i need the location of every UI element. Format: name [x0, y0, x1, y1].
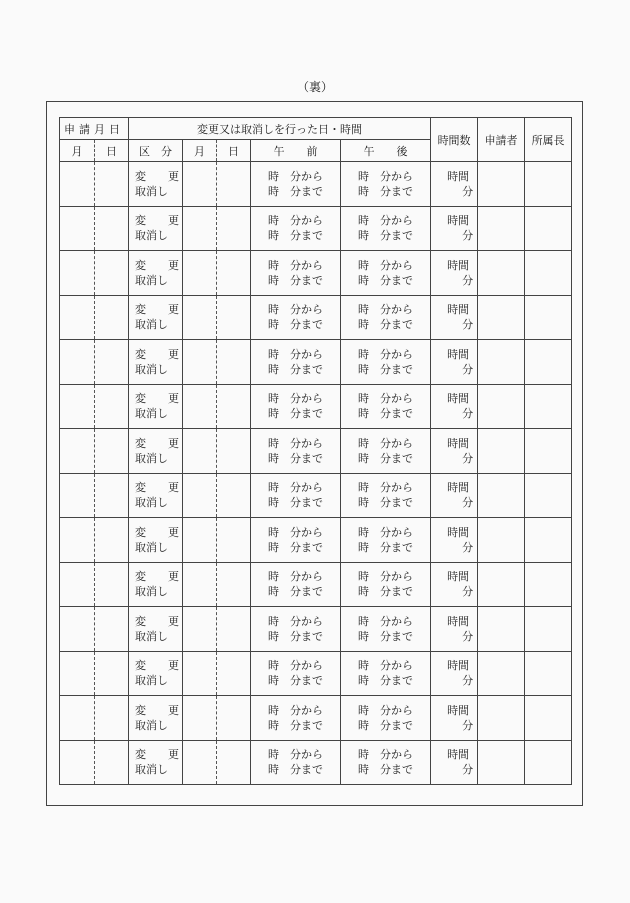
pm-time-cell[interactable]: [341, 651, 431, 696]
hours-cell[interactable]: [431, 562, 478, 607]
minutes-unit-label: 分: [462, 674, 474, 688]
pm-time-cell[interactable]: [341, 518, 431, 563]
app-month-cell[interactable]: [60, 295, 95, 340]
hours-unit-label: 時間: [447, 392, 470, 406]
category-change-label: 変 更: [135, 347, 179, 361]
applicant-seal-cell[interactable]: [478, 651, 525, 696]
pm-to-label: 時 分まで: [358, 718, 414, 732]
am-to-label: 時 分まで: [268, 184, 323, 198]
app-day-cell[interactable]: [95, 696, 129, 741]
hours-cell[interactable]: [431, 251, 478, 296]
record-row: [60, 740, 572, 785]
pm-time-cell[interactable]: [341, 295, 431, 340]
pm-to-label: 時 分まで: [358, 273, 414, 287]
change-day-cell[interactable]: [217, 340, 251, 385]
applicant-seal-cell[interactable]: [478, 251, 525, 296]
change-month-cell[interactable]: [183, 651, 217, 696]
change-month-cell[interactable]: [183, 206, 217, 251]
am-from-label: 時 分から: [268, 659, 323, 673]
change-day-cell[interactable]: [217, 696, 251, 741]
pm-time-cell[interactable]: [341, 740, 431, 785]
am-to-label: 時 分まで: [268, 674, 323, 688]
change-day-cell[interactable]: [217, 473, 251, 518]
pm-time-cell[interactable]: [341, 251, 431, 296]
am-to-label: 時 分まで: [268, 273, 323, 287]
pm-from-label: 時 分から: [358, 169, 414, 183]
category-cancel-label: 取消し: [135, 585, 168, 599]
category-cancel-label: 取消し: [135, 229, 168, 243]
am-to-label: 時 分まで: [268, 540, 323, 554]
change-day-cell[interactable]: [217, 651, 251, 696]
applicant-seal-cell[interactable]: [478, 740, 525, 785]
applicant-seal-cell[interactable]: [478, 340, 525, 385]
header-change-day: 日: [217, 140, 251, 162]
record-row: [60, 651, 572, 696]
hours-unit-label: 時間: [447, 614, 470, 628]
app-month-cell[interactable]: [60, 251, 95, 296]
record-row: [60, 384, 572, 429]
header-hours: 時間数: [431, 118, 478, 162]
pm-to-label: 時 分まで: [358, 674, 414, 688]
app-day-cell[interactable]: [95, 562, 129, 607]
dept-head-seal-cell[interactable]: [525, 740, 572, 785]
am-time-cell[interactable]: [251, 384, 341, 429]
category-cancel-label: 取消し: [135, 540, 168, 554]
hours-cell[interactable]: [431, 607, 478, 652]
am-from-label: 時 分から: [268, 258, 323, 272]
app-day-cell[interactable]: [95, 206, 129, 251]
app-day-cell[interactable]: [95, 162, 129, 207]
change-month-cell[interactable]: [183, 473, 217, 518]
minutes-unit-label: 分: [462, 273, 474, 287]
pm-from-label: 時 分から: [358, 258, 414, 272]
hours-unit-label: 時間: [447, 525, 470, 539]
category-cell[interactable]: [129, 651, 183, 696]
record-rows: [60, 162, 572, 785]
change-day-cell[interactable]: [217, 162, 251, 207]
dept-head-seal-cell[interactable]: [525, 518, 572, 563]
pm-from-label: 時 分から: [358, 303, 414, 317]
dept-head-seal-cell[interactable]: [525, 206, 572, 251]
change-day-cell[interactable]: [217, 295, 251, 340]
am-time-cell[interactable]: [251, 295, 341, 340]
am-from-label: 時 分から: [268, 570, 323, 584]
app-month-cell[interactable]: [60, 473, 95, 518]
pm-time-cell[interactable]: [341, 162, 431, 207]
hours-cell[interactable]: [431, 206, 478, 251]
minutes-unit-label: 分: [462, 629, 474, 643]
hours-cell[interactable]: [431, 740, 478, 785]
pm-time-cell[interactable]: [341, 562, 431, 607]
applicant-seal-cell[interactable]: [478, 429, 525, 474]
minutes-unit-label: 分: [462, 763, 474, 777]
header-applicant: 申請者: [478, 118, 525, 162]
applicant-seal-cell[interactable]: [478, 473, 525, 518]
hours-cell[interactable]: [431, 295, 478, 340]
am-time-cell[interactable]: [251, 473, 341, 518]
dept-head-seal-cell[interactable]: [525, 162, 572, 207]
dept-head-seal-cell[interactable]: [525, 473, 572, 518]
am-to-label: 時 分まで: [268, 496, 323, 510]
change-month-cell[interactable]: [183, 607, 217, 652]
pm-to-label: 時 分まで: [358, 629, 414, 643]
app-day-cell[interactable]: [95, 429, 129, 474]
am-time-cell[interactable]: [251, 696, 341, 741]
minutes-unit-label: 分: [462, 496, 474, 510]
app-month-cell[interactable]: [60, 696, 95, 741]
minutes-unit-label: 分: [462, 407, 474, 421]
hours-unit-label: 時間: [447, 347, 470, 361]
category-cell[interactable]: [129, 518, 183, 563]
app-month-cell[interactable]: [60, 518, 95, 563]
am-time-cell[interactable]: [251, 340, 341, 385]
category-cancel-label: 取消し: [135, 763, 168, 777]
am-from-label: 時 分から: [268, 703, 323, 717]
category-cancel-label: 取消し: [135, 718, 168, 732]
change-day-cell[interactable]: [217, 251, 251, 296]
change-month-cell[interactable]: [183, 384, 217, 429]
change-day-cell[interactable]: [217, 384, 251, 429]
am-time-cell[interactable]: [251, 651, 341, 696]
record-row: [60, 696, 572, 741]
applicant-seal-cell[interactable]: [478, 384, 525, 429]
record-row: [60, 429, 572, 474]
hours-cell[interactable]: [431, 340, 478, 385]
category-change-label: 変 更: [135, 659, 179, 673]
dept-head-seal-cell[interactable]: [525, 607, 572, 652]
am-time-cell[interactable]: [251, 251, 341, 296]
app-day-cell[interactable]: [95, 473, 129, 518]
am-time-cell[interactable]: [251, 740, 341, 785]
pm-to-label: 時 分まで: [358, 362, 414, 376]
category-change-label: 変 更: [135, 214, 179, 228]
app-day-cell[interactable]: [95, 651, 129, 696]
pm-to-label: 時 分まで: [358, 318, 414, 332]
hours-unit-label: 時間: [447, 703, 470, 717]
pm-from-label: 時 分から: [358, 748, 414, 762]
change-month-cell[interactable]: [183, 696, 217, 741]
category-change-label: 変 更: [135, 392, 179, 406]
am-time-cell[interactable]: [251, 607, 341, 652]
category-cancel-label: 取消し: [135, 451, 168, 465]
category-cancel-label: 取消し: [135, 362, 168, 376]
change-month-cell[interactable]: [183, 740, 217, 785]
pm-from-label: 時 分から: [358, 392, 414, 406]
category-cell[interactable]: [129, 740, 183, 785]
category-cancel-label: 取消し: [135, 273, 168, 287]
app-month-cell[interactable]: [60, 340, 95, 385]
change-month-cell[interactable]: [183, 429, 217, 474]
hours-unit-label: 時間: [447, 303, 470, 317]
pm-from-label: 時 分から: [358, 481, 414, 495]
am-to-label: 時 分まで: [268, 362, 323, 376]
pm-to-label: 時 分まで: [358, 407, 414, 421]
pm-from-label: 時 分から: [358, 436, 414, 450]
minutes-unit-label: 分: [462, 184, 474, 198]
record-row: [60, 251, 572, 296]
change-month-cell[interactable]: [183, 251, 217, 296]
pm-time-cell[interactable]: [341, 473, 431, 518]
minutes-unit-label: 分: [462, 451, 474, 465]
am-from-label: 時 分から: [268, 214, 323, 228]
pm-time-cell[interactable]: [341, 607, 431, 652]
am-from-label: 時 分から: [268, 392, 323, 406]
am-to-label: 時 分まで: [268, 763, 323, 777]
category-cell[interactable]: [129, 340, 183, 385]
hours-unit-label: 時間: [447, 481, 470, 495]
app-month-cell[interactable]: [60, 651, 95, 696]
category-cancel-label: 取消し: [135, 496, 168, 510]
category-cancel-label: 取消し: [135, 318, 168, 332]
change-month-cell[interactable]: [183, 295, 217, 340]
applicant-seal-cell[interactable]: [478, 295, 525, 340]
pm-time-cell[interactable]: [341, 206, 431, 251]
category-change-label: 変 更: [135, 169, 179, 183]
am-to-label: 時 分まで: [268, 629, 323, 643]
header-app-month: 月: [60, 140, 95, 162]
minutes-unit-label: 分: [462, 229, 474, 243]
category-cancel-label: 取消し: [135, 407, 168, 421]
header-change-month: 月: [183, 140, 217, 162]
pm-to-label: 時 分まで: [358, 451, 414, 465]
pm-time-cell[interactable]: [341, 429, 431, 474]
dept-head-seal-cell[interactable]: [525, 340, 572, 385]
category-cell[interactable]: [129, 162, 183, 207]
record-row: [60, 518, 572, 563]
dept-head-seal-cell[interactable]: [525, 384, 572, 429]
pm-from-label: 時 分から: [358, 525, 414, 539]
dept-head-seal-cell[interactable]: [525, 651, 572, 696]
dept-head-seal-cell[interactable]: [525, 696, 572, 741]
pm-to-label: 時 分まで: [358, 184, 414, 198]
record-row: [60, 562, 572, 607]
hours-unit-label: 時間: [447, 748, 470, 762]
applicant-seal-cell[interactable]: [478, 696, 525, 741]
hours-cell[interactable]: [431, 473, 478, 518]
app-day-cell[interactable]: [95, 384, 129, 429]
pm-from-label: 時 分から: [358, 703, 414, 717]
header-app-day: 日: [95, 140, 129, 162]
header-change-cancel-datetime: 変更又は取消しを行った日・時間: [129, 118, 431, 140]
minutes-unit-label: 分: [462, 585, 474, 599]
minutes-unit-label: 分: [462, 318, 474, 332]
record-row: [60, 340, 572, 385]
pm-from-label: 時 分から: [358, 214, 414, 228]
app-day-cell[interactable]: [95, 251, 129, 296]
category-change-label: 変 更: [135, 525, 179, 539]
am-from-label: 時 分から: [268, 481, 323, 495]
record-row: [60, 473, 572, 518]
pm-from-label: 時 分から: [358, 614, 414, 628]
hours-cell[interactable]: [431, 429, 478, 474]
change-day-cell[interactable]: [217, 562, 251, 607]
header-application-date: 申請月日: [60, 118, 129, 140]
app-month-cell[interactable]: [60, 562, 95, 607]
category-change-label: 変 更: [135, 258, 179, 272]
dept-head-seal-cell[interactable]: [525, 251, 572, 296]
app-month-cell[interactable]: [60, 206, 95, 251]
change-day-cell[interactable]: [217, 740, 251, 785]
pm-to-label: 時 分まで: [358, 496, 414, 510]
app-month-cell[interactable]: [60, 429, 95, 474]
pm-to-label: 時 分まで: [358, 540, 414, 554]
am-from-label: 時 分から: [268, 303, 323, 317]
category-cell[interactable]: [129, 384, 183, 429]
am-from-label: 時 分から: [268, 169, 323, 183]
pm-to-label: 時 分まで: [358, 229, 414, 243]
app-month-cell[interactable]: [60, 607, 95, 652]
category-cancel-label: 取消し: [135, 674, 168, 688]
category-cell[interactable]: [129, 206, 183, 251]
category-cancel-label: 取消し: [135, 629, 168, 643]
category-change-label: 変 更: [135, 703, 179, 717]
app-day-cell[interactable]: [95, 740, 129, 785]
am-time-cell[interactable]: [251, 562, 341, 607]
app-day-cell[interactable]: [95, 518, 129, 563]
dept-head-seal-cell[interactable]: [525, 295, 572, 340]
category-change-label: 変 更: [135, 303, 179, 317]
hours-unit-label: 時間: [447, 169, 470, 183]
am-to-label: 時 分まで: [268, 585, 323, 599]
app-month-cell[interactable]: [60, 384, 95, 429]
hours-cell[interactable]: [431, 518, 478, 563]
am-from-label: 時 分から: [268, 525, 323, 539]
am-to-label: 時 分まで: [268, 407, 323, 421]
category-change-label: 変 更: [135, 436, 179, 450]
am-to-label: 時 分まで: [268, 451, 323, 465]
change-month-cell[interactable]: [183, 340, 217, 385]
pm-from-label: 時 分から: [358, 570, 414, 584]
category-cell[interactable]: [129, 607, 183, 652]
am-time-cell[interactable]: [251, 206, 341, 251]
minutes-unit-label: 分: [462, 362, 474, 376]
category-cell[interactable]: [129, 295, 183, 340]
category-change-label: 変 更: [135, 748, 179, 762]
minutes-unit-label: 分: [462, 718, 474, 732]
dept-head-seal-cell[interactable]: [525, 429, 572, 474]
app-month-cell[interactable]: [60, 162, 95, 207]
pm-to-label: 時 分まで: [358, 585, 414, 599]
record-row: [60, 162, 572, 207]
category-cell[interactable]: [129, 429, 183, 474]
hours-cell[interactable]: [431, 162, 478, 207]
category-cell[interactable]: [129, 696, 183, 741]
app-day-cell[interactable]: [95, 607, 129, 652]
category-change-label: 変 更: [135, 570, 179, 584]
record-row: [60, 295, 572, 340]
change-month-cell[interactable]: [183, 162, 217, 207]
am-time-cell[interactable]: [251, 518, 341, 563]
header-category: 区 分: [129, 140, 183, 162]
hours-unit-label: 時間: [447, 570, 470, 584]
am-from-label: 時 分から: [268, 436, 323, 450]
hours-cell[interactable]: [431, 384, 478, 429]
hours-unit-label: 時間: [447, 258, 470, 272]
am-from-label: 時 分から: [268, 614, 323, 628]
category-cancel-label: 取消し: [135, 184, 168, 198]
dept-head-seal-cell[interactable]: [525, 562, 572, 607]
category-cell[interactable]: [129, 473, 183, 518]
page-side-label: （裏）: [296, 80, 333, 94]
am-to-label: 時 分まで: [268, 318, 323, 332]
change-day-cell[interactable]: [217, 429, 251, 474]
header-dept-head: 所属長: [525, 118, 572, 162]
header-pm: 午 後: [341, 140, 431, 162]
change-day-cell[interactable]: [217, 607, 251, 652]
hours-cell[interactable]: [431, 696, 478, 741]
am-time-cell[interactable]: [251, 429, 341, 474]
category-cell[interactable]: [129, 562, 183, 607]
category-change-label: 変 更: [135, 614, 179, 628]
am-to-label: 時 分まで: [268, 229, 323, 243]
change-cancel-record-table: [59, 117, 572, 785]
am-to-label: 時 分まで: [268, 718, 323, 732]
pm-to-label: 時 分まで: [358, 763, 414, 777]
pm-from-label: 時 分から: [358, 347, 414, 361]
category-change-label: 変 更: [135, 481, 179, 495]
app-day-cell[interactable]: [95, 340, 129, 385]
applicant-seal-cell[interactable]: [478, 562, 525, 607]
record-row: [60, 607, 572, 652]
am-from-label: 時 分から: [268, 347, 323, 361]
app-day-cell[interactable]: [95, 295, 129, 340]
am-from-label: 時 分から: [268, 748, 323, 762]
change-day-cell[interactable]: [217, 206, 251, 251]
applicant-seal-cell[interactable]: [478, 206, 525, 251]
hours-unit-label: 時間: [447, 214, 470, 228]
record-row: [60, 206, 572, 251]
change-month-cell[interactable]: [183, 518, 217, 563]
applicant-seal-cell[interactable]: [478, 162, 525, 207]
hours-cell[interactable]: [431, 651, 478, 696]
applicant-seal-cell[interactable]: [478, 607, 525, 652]
pm-time-cell[interactable]: [341, 384, 431, 429]
hours-unit-label: 時間: [447, 659, 470, 673]
pm-time-cell[interactable]: [341, 696, 431, 741]
applicant-seal-cell[interactable]: [478, 518, 525, 563]
category-cell[interactable]: [129, 251, 183, 296]
am-time-cell[interactable]: [251, 162, 341, 207]
hours-unit-label: 時間: [447, 436, 470, 450]
pm-time-cell[interactable]: [341, 340, 431, 385]
app-month-cell[interactable]: [60, 740, 95, 785]
minutes-unit-label: 分: [462, 540, 474, 554]
pm-from-label: 時 分から: [358, 659, 414, 673]
header-am: 午 前: [251, 140, 341, 162]
change-month-cell[interactable]: [183, 562, 217, 607]
change-day-cell[interactable]: [217, 518, 251, 563]
